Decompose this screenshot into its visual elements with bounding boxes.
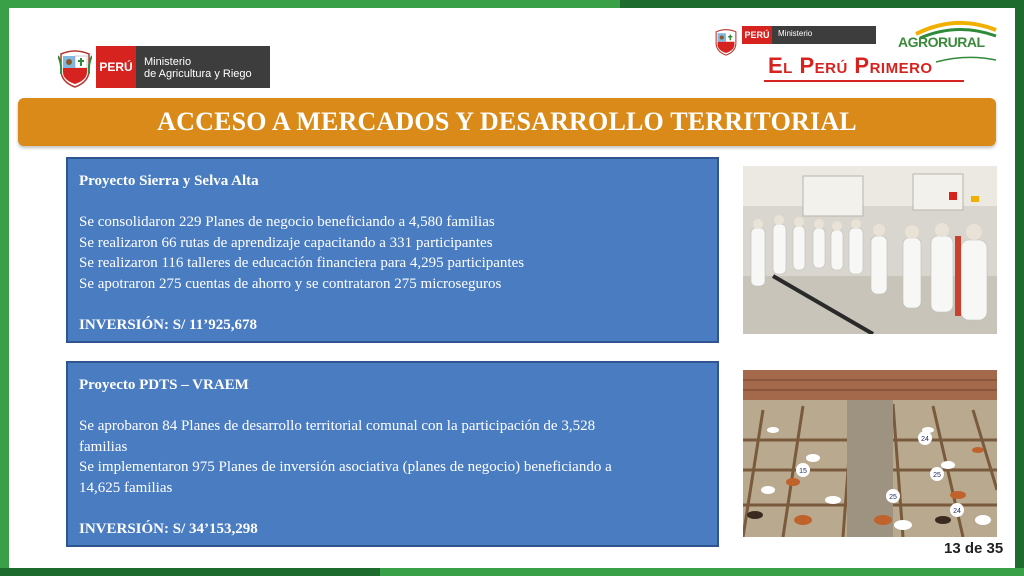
project-investment: INVERSIÓN: S/ 11’925,678 bbox=[79, 316, 257, 333]
cage-tag: 25 bbox=[889, 494, 897, 501]
project-line: Se apotraron 275 cuentas de ahorro y se contrataron 275 microseguros bbox=[79, 275, 502, 292]
ministry-label-small: Ministerio bbox=[772, 26, 876, 44]
project-line: familias bbox=[79, 438, 128, 455]
frame-right-border bbox=[1015, 0, 1024, 576]
frame-bottom-accent bbox=[0, 568, 380, 576]
slogan: El Perú Primero bbox=[768, 53, 933, 78]
frame-left-border bbox=[0, 0, 9, 576]
peru-label-small: PERÚ bbox=[742, 26, 772, 44]
project-title: Proyecto PDTS – VRAEM bbox=[79, 377, 249, 393]
ministry-logo bbox=[58, 46, 270, 88]
project-card-pdts-vraem bbox=[66, 361, 719, 547]
cage-tag: 15 bbox=[799, 468, 807, 475]
title-banner bbox=[18, 98, 996, 146]
page-number: 13 de 35 bbox=[944, 540, 1004, 557]
project-line: Se realizaron 116 talleres de educación financiera para 4,295 participantes bbox=[79, 255, 525, 271]
project-line: Se implementaron 975 Planes de inversión asociativa (planes de negocio) beneficiando a bbox=[79, 459, 612, 475]
project-title: Proyecto Sierra y Selva Alta bbox=[79, 173, 259, 189]
slogan-underline bbox=[764, 80, 964, 82]
photo-guinea-pig-farm bbox=[743, 370, 997, 537]
ministry-name-line1: Ministerio bbox=[144, 56, 192, 68]
photo-workshop-workers bbox=[743, 166, 997, 334]
project-card-sierra-selva bbox=[66, 157, 719, 343]
project-line: Se realizaron 66 rutas de aprendizaje capacitando a 331 participantes bbox=[79, 234, 493, 251]
ministry-name bbox=[136, 46, 270, 88]
frame-top-accent bbox=[620, 0, 1024, 8]
cage-tag: 25 bbox=[933, 472, 941, 479]
project-line: Se consolidaron 229 Planes de negocio beneficiando a 4,580 familias bbox=[79, 214, 495, 230]
cage-tag: 24 bbox=[921, 436, 929, 443]
coat-of-arms-icon bbox=[58, 46, 92, 88]
ministry-name-line2: de Agricultura y Riego bbox=[144, 68, 252, 80]
project-line: Se aprobaron 84 Planes de desarrollo territorial comunal con la participación de 3,528 bbox=[79, 418, 596, 434]
page-title: ACCESO A MERCADOS Y DESARROLLO TERRITORIAL bbox=[157, 107, 857, 136]
project-line: 14,625 familias bbox=[79, 479, 173, 496]
coat-of-arms-icon bbox=[714, 26, 738, 56]
cage-tag: 24 bbox=[953, 508, 961, 515]
agrorural-name: AGRORURAL bbox=[898, 34, 985, 50]
project-investment: INVERSIÓN: S/ 34’153,298 bbox=[79, 520, 258, 537]
peru-label: PERÚ bbox=[96, 46, 136, 88]
